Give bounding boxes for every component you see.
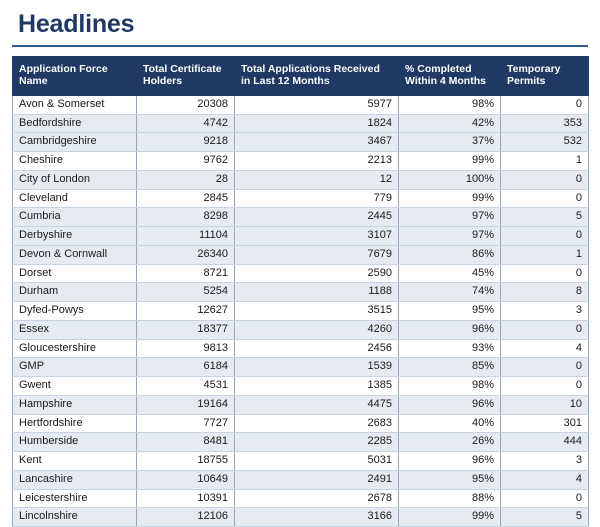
cell-certificate-holders: 12106 [137, 508, 235, 527]
cell-force-name: Cleveland [13, 189, 137, 208]
cell-percent-completed: 95% [399, 470, 501, 489]
cell-certificate-holders: 9218 [137, 133, 235, 152]
cell-percent-completed: 99% [399, 189, 501, 208]
cell-percent-completed: 45% [399, 264, 501, 283]
table-row [13, 170, 589, 189]
cell-applications-received: 5977 [235, 95, 399, 114]
cell-temporary-permits: 0 [501, 489, 589, 508]
cell-temporary-permits: 0 [501, 170, 589, 189]
cell-applications-received: 2285 [235, 433, 399, 452]
cell-temporary-permits: 0 [501, 227, 589, 246]
cell-temporary-permits: 444 [501, 433, 589, 452]
table-row [13, 320, 589, 339]
cell-percent-completed: 97% [399, 227, 501, 246]
cell-force-name: Lincolnshire [13, 508, 137, 527]
cell-applications-received: 4260 [235, 320, 399, 339]
cell-percent-completed: 93% [399, 339, 501, 358]
cell-percent-completed: 96% [399, 395, 501, 414]
column-header-percent-completed-within-4-months: % Completed Within 4 Months [399, 57, 501, 96]
cell-percent-completed: 99% [399, 508, 501, 527]
table-row [13, 358, 589, 377]
table-row [13, 114, 589, 133]
cell-applications-received: 4475 [235, 395, 399, 414]
cell-force-name: Lancashire [13, 470, 137, 489]
cell-certificate-holders: 18377 [137, 320, 235, 339]
cell-percent-completed: 86% [399, 245, 501, 264]
cell-percent-completed: 26% [399, 433, 501, 452]
table-body [13, 95, 589, 526]
cell-percent-completed: 100% [399, 170, 501, 189]
cell-temporary-permits: 353 [501, 114, 589, 133]
cell-force-name: Devon & Cornwall [13, 245, 137, 264]
cell-applications-received: 1188 [235, 283, 399, 302]
cell-applications-received: 2456 [235, 339, 399, 358]
cell-temporary-permits: 3 [501, 452, 589, 471]
cell-temporary-permits: 0 [501, 95, 589, 114]
table-row [13, 508, 589, 527]
cell-force-name: Leicestershire [13, 489, 137, 508]
cell-applications-received: 2590 [235, 264, 399, 283]
cell-percent-completed: 74% [399, 283, 501, 302]
cell-applications-received: 3107 [235, 227, 399, 246]
cell-force-name: Essex [13, 320, 137, 339]
cell-force-name: Bedfordshire [13, 114, 137, 133]
cell-temporary-permits: 0 [501, 320, 589, 339]
cell-certificate-holders: 28 [137, 170, 235, 189]
cell-certificate-holders: 8721 [137, 264, 235, 283]
table-row [13, 245, 589, 264]
cell-temporary-permits: 5 [501, 508, 589, 527]
table-row [13, 452, 589, 471]
cell-force-name: Derbyshire [13, 227, 137, 246]
title-divider [12, 45, 588, 47]
cell-certificate-holders: 2845 [137, 189, 235, 208]
column-header-temporary-permits: Temporary Permits [501, 57, 589, 96]
table-row [13, 302, 589, 321]
cell-temporary-permits: 0 [501, 377, 589, 396]
table-row [13, 395, 589, 414]
cell-percent-completed: 98% [399, 95, 501, 114]
cell-percent-completed: 42% [399, 114, 501, 133]
cell-applications-received: 5031 [235, 452, 399, 471]
cell-applications-received: 3166 [235, 508, 399, 527]
cell-applications-received: 1539 [235, 358, 399, 377]
cell-certificate-holders: 8298 [137, 208, 235, 227]
cell-temporary-permits: 0 [501, 358, 589, 377]
headlines-table [12, 56, 589, 527]
cell-percent-completed: 85% [399, 358, 501, 377]
cell-applications-received: 2491 [235, 470, 399, 489]
cell-temporary-permits: 1 [501, 245, 589, 264]
cell-temporary-permits: 8 [501, 283, 589, 302]
cell-applications-received: 2683 [235, 414, 399, 433]
cell-force-name: Dorset [13, 264, 137, 283]
cell-certificate-holders: 10391 [137, 489, 235, 508]
table-row [13, 208, 589, 227]
table-row [13, 227, 589, 246]
table-row [13, 95, 589, 114]
cell-certificate-holders: 9813 [137, 339, 235, 358]
column-header-total-certificate-holders: Total Certificate Holders [137, 57, 235, 96]
table-header-row [13, 57, 589, 96]
cell-applications-received: 3467 [235, 133, 399, 152]
cell-certificate-holders: 6184 [137, 358, 235, 377]
cell-force-name: Gloucestershire [13, 339, 137, 358]
cell-force-name: Cambridgeshire [13, 133, 137, 152]
cell-force-name: Durham [13, 283, 137, 302]
cell-temporary-permits: 3 [501, 302, 589, 321]
cell-percent-completed: 99% [399, 152, 501, 171]
cell-certificate-holders: 12627 [137, 302, 235, 321]
table-row [13, 377, 589, 396]
cell-force-name: City of London [13, 170, 137, 189]
cell-applications-received: 2678 [235, 489, 399, 508]
table-header [13, 57, 589, 96]
cell-percent-completed: 37% [399, 133, 501, 152]
cell-certificate-holders: 7727 [137, 414, 235, 433]
cell-applications-received: 2445 [235, 208, 399, 227]
cell-percent-completed: 96% [399, 452, 501, 471]
cell-certificate-holders: 20308 [137, 95, 235, 114]
cell-force-name: GMP [13, 358, 137, 377]
cell-certificate-holders: 10649 [137, 470, 235, 489]
cell-applications-received: 1824 [235, 114, 399, 133]
cell-percent-completed: 40% [399, 414, 501, 433]
cell-force-name: Cheshire [13, 152, 137, 171]
cell-applications-received: 3515 [235, 302, 399, 321]
table-row [13, 470, 589, 489]
cell-force-name: Kent [13, 452, 137, 471]
cell-certificate-holders: 5254 [137, 283, 235, 302]
cell-percent-completed: 98% [399, 377, 501, 396]
table-row [13, 433, 589, 452]
cell-force-name: Humberside [13, 433, 137, 452]
cell-certificate-holders: 9762 [137, 152, 235, 171]
cell-certificate-holders: 11104 [137, 227, 235, 246]
column-header-total-applications-received: Total Applications Received in Last 12 Months [235, 57, 399, 96]
page-title: Headlines [18, 10, 135, 38]
table-row [13, 133, 589, 152]
cell-temporary-permits: 5 [501, 208, 589, 227]
cell-applications-received: 1385 [235, 377, 399, 396]
cell-percent-completed: 96% [399, 320, 501, 339]
cell-force-name: Cumbria [13, 208, 137, 227]
cell-percent-completed: 95% [399, 302, 501, 321]
cell-certificate-holders: 4742 [137, 114, 235, 133]
cell-force-name: Avon & Somerset [13, 95, 137, 114]
cell-force-name: Hampshire [13, 395, 137, 414]
cell-force-name: Gwent [13, 377, 137, 396]
table-row [13, 264, 589, 283]
cell-temporary-permits: 4 [501, 470, 589, 489]
cell-applications-received: 2213 [235, 152, 399, 171]
table-row [13, 152, 589, 171]
cell-force-name: Dyfed-Powys [13, 302, 137, 321]
cell-applications-received: 7679 [235, 245, 399, 264]
cell-temporary-permits: 10 [501, 395, 589, 414]
table-row [13, 339, 589, 358]
table-row [13, 283, 589, 302]
cell-temporary-permits: 1 [501, 152, 589, 171]
cell-temporary-permits: 301 [501, 414, 589, 433]
cell-temporary-permits: 0 [501, 264, 589, 283]
cell-certificate-holders: 8481 [137, 433, 235, 452]
cell-certificate-holders: 19164 [137, 395, 235, 414]
cell-percent-completed: 97% [399, 208, 501, 227]
table-row [13, 414, 589, 433]
cell-force-name: Hertfordshire [13, 414, 137, 433]
table-row [13, 189, 589, 208]
cell-temporary-permits: 532 [501, 133, 589, 152]
cell-certificate-holders: 26340 [137, 245, 235, 264]
cell-applications-received: 779 [235, 189, 399, 208]
table-row [13, 489, 589, 508]
cell-temporary-permits: 0 [501, 189, 589, 208]
cell-certificate-holders: 4531 [137, 377, 235, 396]
cell-applications-received: 12 [235, 170, 399, 189]
cell-temporary-permits: 4 [501, 339, 589, 358]
cell-percent-completed: 88% [399, 489, 501, 508]
cell-certificate-holders: 18755 [137, 452, 235, 471]
column-header-application-force-name: Application Force Name [13, 57, 137, 96]
